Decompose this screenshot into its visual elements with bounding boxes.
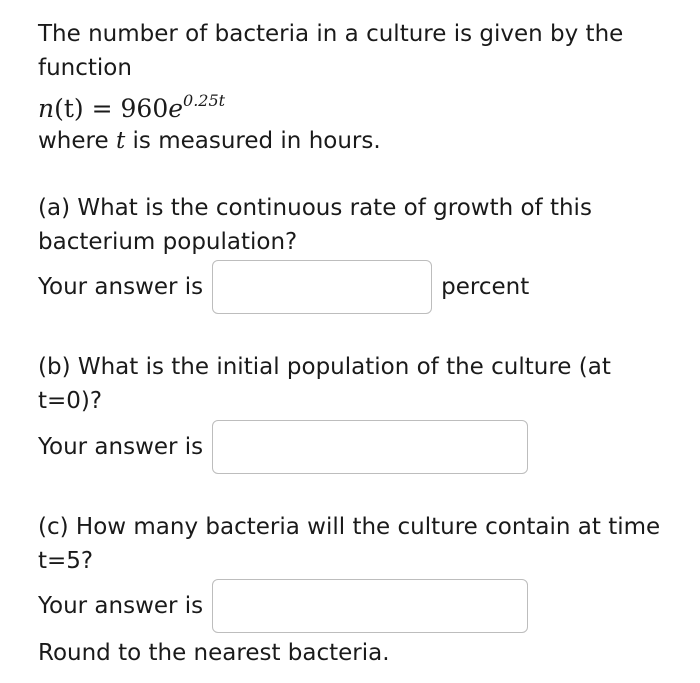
rounding-note: Round to the nearest bacteria.: [38, 640, 390, 666]
intro-line-4-pre: where: [38, 128, 116, 154]
part-b-question-line-2: t=0)?: [38, 388, 103, 414]
intro-line-4-post: is measured in hours.: [125, 128, 381, 154]
intro-line-2: function: [38, 55, 132, 81]
formula-exponent: 0.25t: [183, 91, 226, 110]
part-a-question-line-1: (a) What is the continuous rate of growth of this: [38, 195, 592, 221]
intro-time-variable: t: [115, 128, 126, 154]
formula-argument: (t): [54, 94, 84, 123]
formula-base: e: [168, 94, 184, 123]
part-b-answer-input[interactable]: [212, 420, 528, 474]
part-a-answer-label: Your answer is: [38, 274, 204, 300]
formula-function-name: n: [38, 94, 55, 123]
part-c-answer-row: [38, 579, 537, 633]
part-a-question-line-2: bacterium population?: [38, 229, 298, 255]
part-c-answer-label: Your answer is: [38, 593, 204, 619]
part-c-answer-input[interactable]: [212, 579, 528, 633]
intro-line-4: [38, 124, 381, 158]
growth-formula: [38, 84, 225, 126]
part-b-question-line-1: (b) What is the initial population of the culture (at: [38, 354, 611, 380]
part-c-question-line-2: t=5?: [38, 548, 94, 574]
part-a-answer-row: [38, 260, 529, 314]
part-a-answer-input[interactable]: [212, 260, 432, 314]
part-b-answer-row: [38, 420, 537, 474]
formula-coefficient: 960: [120, 94, 169, 123]
intro-line-1: The number of bacteria in a culture is given by the: [38, 21, 624, 47]
part-c-question-line-1: (c) How many bacteria will the culture contain at time: [38, 514, 661, 540]
formula-equals: =: [83, 94, 121, 123]
part-a-unit-label: percent: [441, 274, 530, 300]
part-b-answer-label: Your answer is: [38, 434, 204, 460]
